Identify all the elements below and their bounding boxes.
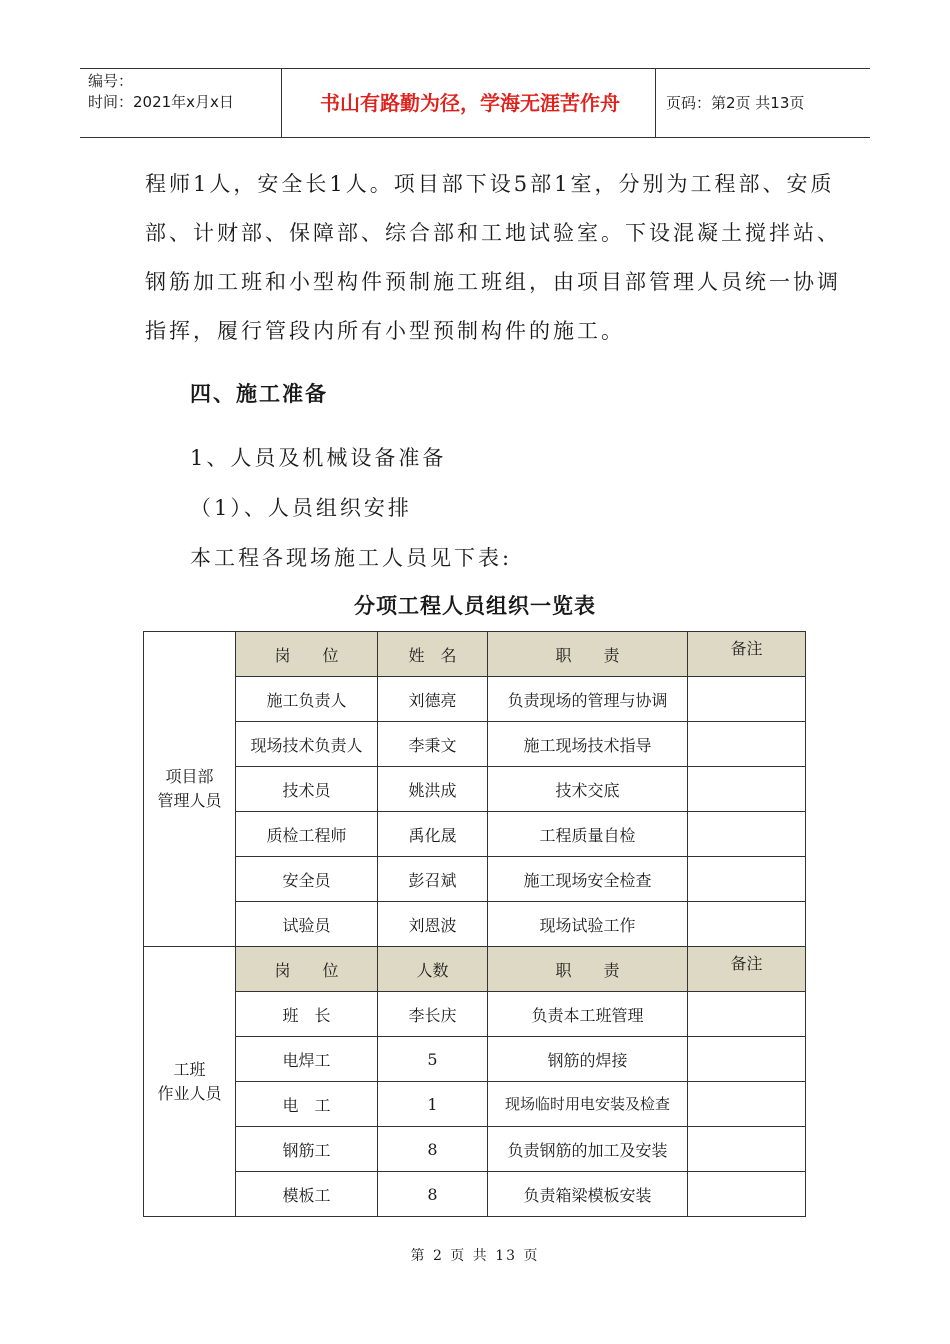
group-label: 项目部 管理人员 (144, 632, 236, 947)
duty-cell: 负责本工班管理 (488, 992, 688, 1037)
column-header: 备注 (688, 632, 806, 677)
sub-heading: （1）、人员组织安排 (190, 496, 412, 520)
remark-cell (688, 992, 806, 1037)
table-row (144, 767, 806, 812)
remark-cell (688, 1082, 806, 1127)
position-cell: 安全员 (236, 857, 378, 902)
document-number: 编号： (88, 72, 134, 90)
table-header-row (144, 947, 806, 992)
table-row (144, 1127, 806, 1172)
duty-cell: 负责箱梁模板安装 (488, 1172, 688, 1217)
table-row (144, 992, 806, 1037)
table-row (144, 1037, 806, 1082)
remark-cell (688, 1127, 806, 1172)
header-meta (88, 71, 234, 113)
name-cell: 刘德亮 (378, 677, 488, 722)
column-header: 岗 位 (236, 947, 378, 992)
column-header: 人数 (378, 947, 488, 992)
position-cell: 班 长 (236, 992, 378, 1037)
header-divider (281, 69, 282, 137)
remark-cell (688, 857, 806, 902)
position-cell: 电 工 (236, 1082, 378, 1127)
remark-cell (688, 1172, 806, 1217)
duty-cell: 负责现场的管理与协调 (488, 677, 688, 722)
column-header: 备注 (688, 947, 806, 992)
column-header: 职 责 (488, 947, 688, 992)
paragraph-line: 指挥，履行管段内所有小型预制构件的施工。 (145, 319, 625, 343)
duty-cell: 施工现场安全检查 (488, 857, 688, 902)
table-row (144, 677, 806, 722)
table-header-row (144, 632, 806, 677)
column-header: 职 责 (488, 632, 688, 677)
intro-line: 本工程各现场施工人员见下表: (190, 546, 513, 570)
table-row (144, 857, 806, 902)
table-row (144, 902, 806, 947)
paragraph-line: 程师1人，安全长1人。项目部下设5部1室，分别为工程部、安质 (145, 172, 835, 196)
name-cell: 5 (378, 1037, 488, 1082)
duty-cell: 技术交底 (488, 767, 688, 812)
remark-cell (688, 677, 806, 722)
group-label: 工班 作业人员 (144, 947, 236, 1217)
duty-cell: 工程质量自检 (488, 812, 688, 857)
remark-cell (688, 902, 806, 947)
remark-cell (688, 812, 806, 857)
position-cell: 钢筋工 (236, 1127, 378, 1172)
position-cell: 电焊工 (236, 1037, 378, 1082)
table-row (144, 722, 806, 767)
position-cell: 质检工程师 (236, 812, 378, 857)
name-cell: 彭召斌 (378, 857, 488, 902)
remark-cell (688, 1037, 806, 1082)
document-date: 时间：2021年x月x日 (88, 93, 234, 111)
table-row (144, 1082, 806, 1127)
table-row (144, 1172, 806, 1217)
body-paragraph (145, 160, 845, 356)
duty-cell: 负责钢筋的加工及安装 (488, 1127, 688, 1172)
position-cell: 现场技术负责人 (236, 722, 378, 767)
name-cell: 李秉文 (378, 722, 488, 767)
duty-cell: 施工现场技术指导 (488, 722, 688, 767)
position-cell: 施工负责人 (236, 677, 378, 722)
remark-cell (688, 722, 806, 767)
duty-cell: 现场试验工作 (488, 902, 688, 947)
column-header: 姓 名 (378, 632, 488, 677)
name-cell: 刘恩波 (378, 902, 488, 947)
sub-heading: 1、人员及机械设备准备 (190, 446, 447, 470)
name-cell: 姚洪成 (378, 767, 488, 812)
paragraph-line: 部、计财部、保障部、综合部和工地试验室。下设混凝土搅拌站、 (145, 221, 841, 245)
name-cell: 8 (378, 1172, 488, 1217)
duty-cell: 现场临时用电安装及检查 (488, 1082, 688, 1127)
table-row (144, 812, 806, 857)
position-cell: 试验员 (236, 902, 378, 947)
paragraph-line: 钢筋加工班和小型构件预制施工班组，由项目部管理人员统一协调 (145, 270, 841, 294)
section-heading: 四、施工准备 (190, 382, 328, 406)
position-cell: 技术员 (236, 767, 378, 812)
name-cell: 李长庆 (378, 992, 488, 1037)
page-header (80, 68, 870, 138)
duty-cell: 钢筋的焊接 (488, 1037, 688, 1082)
page-footer: 第 2 页 共 13 页 (410, 1248, 540, 1264)
remark-cell (688, 767, 806, 812)
staff-table (143, 631, 806, 1217)
position-cell: 模板工 (236, 1172, 378, 1217)
table-caption: 分项工程人员组织一览表 (354, 594, 596, 618)
column-header: 岗 位 (236, 632, 378, 677)
name-cell: 禹化晟 (378, 812, 488, 857)
name-cell: 8 (378, 1127, 488, 1172)
header-page-number: 页码：第2页 共13页 (666, 94, 805, 112)
header-motto: 书山有路勤为径，学海无涯苦作舟 (320, 91, 620, 115)
name-cell: 1 (378, 1082, 488, 1127)
